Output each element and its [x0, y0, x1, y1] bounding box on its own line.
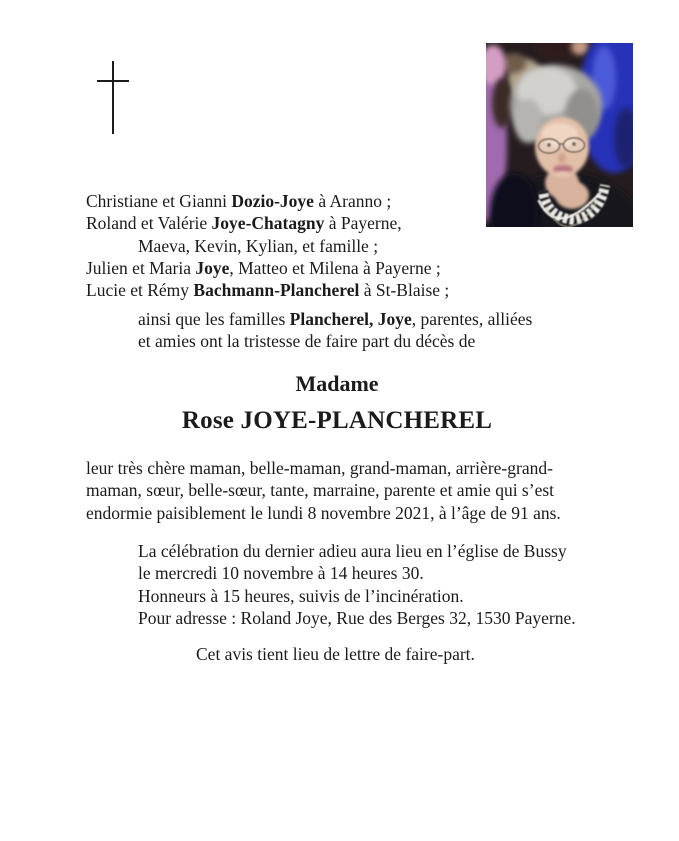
- ceremony-line: Pour adresse : Roland Joye, Rue des Berges 32, 1530 Payerne.: [138, 607, 576, 628]
- tribute-line: maman, sœur, belle-sœur, tante, marraine, parente et amie qui s’est: [86, 480, 555, 501]
- family-name-bold: Dozio-Joye: [231, 191, 314, 211]
- intro-line: [138, 308, 532, 330]
- ceremony-line: La célébration du dernier adieu aura lieu en l’église de Bussy: [138, 541, 567, 561]
- announcement-intro: [138, 308, 532, 353]
- cross-horizontal-bar: [97, 80, 129, 82]
- intro-line-text: , parentes, alliées: [411, 309, 533, 329]
- family-line-text: à Payerne,: [324, 213, 402, 234]
- family-list: [86, 190, 449, 301]
- portrait-photo: [486, 43, 633, 227]
- family-line-text: Christiane et Gianni: [86, 191, 232, 211]
- family-line-text: Roland et Valérie: [86, 213, 212, 234]
- family-line: [86, 235, 449, 257]
- tribute-paragraph: [86, 457, 561, 524]
- family-line: [86, 257, 449, 279]
- tribute-line: endormie paisiblement le lundi 8 novembre 2021, à l’âge de 91 ans.: [86, 502, 561, 523]
- family-line: [86, 212, 449, 234]
- tribute-line: leur très chère maman, belle-maman, grand-maman, arrière-grand-: [86, 458, 553, 478]
- intro-line-text: ainsi que les familles: [138, 309, 290, 329]
- deceased-title: Madame: [295, 371, 379, 396]
- ceremony-line: le mercredi 10 novembre à 14 heures 30.: [138, 563, 424, 584]
- family-line-text: Julien et Maria: [86, 257, 196, 278]
- closing-statement: Cet avis tient lieu de lettre de faire-part.: [196, 644, 475, 664]
- family-name-bold: Bachmann-Plancherel: [193, 280, 360, 301]
- ceremony-line: Honneurs à 15 heures, suivis de l’incinération.: [138, 585, 464, 606]
- intro-line: et amies ont la tristesse de faire part du décès de: [138, 331, 476, 352]
- family-name-bold: Plancherel, Joye: [289, 309, 412, 329]
- family-line-text: , Matteo et Milena à Payerne ;: [229, 257, 441, 278]
- family-line-text: Lucie et Rémy: [86, 280, 194, 301]
- family-line-text: Maeva, Kevin, Kylian, et famille ;: [138, 235, 379, 256]
- family-line-text: à St-Blaise ;: [359, 280, 450, 301]
- family-line: [86, 190, 449, 212]
- family-line: [86, 279, 449, 301]
- portrait-photo-illustration: [486, 43, 633, 227]
- family-name-bold: Joye: [195, 257, 230, 278]
- ceremony-details: [138, 540, 576, 629]
- family-line-text: à Aranno ;: [313, 191, 392, 211]
- deceased-name: Rose JOYE-PLANCHEREL: [181, 407, 493, 434]
- family-name-bold: Joye-Chatagny: [211, 213, 325, 234]
- cross-vertical-bar: [112, 61, 114, 134]
